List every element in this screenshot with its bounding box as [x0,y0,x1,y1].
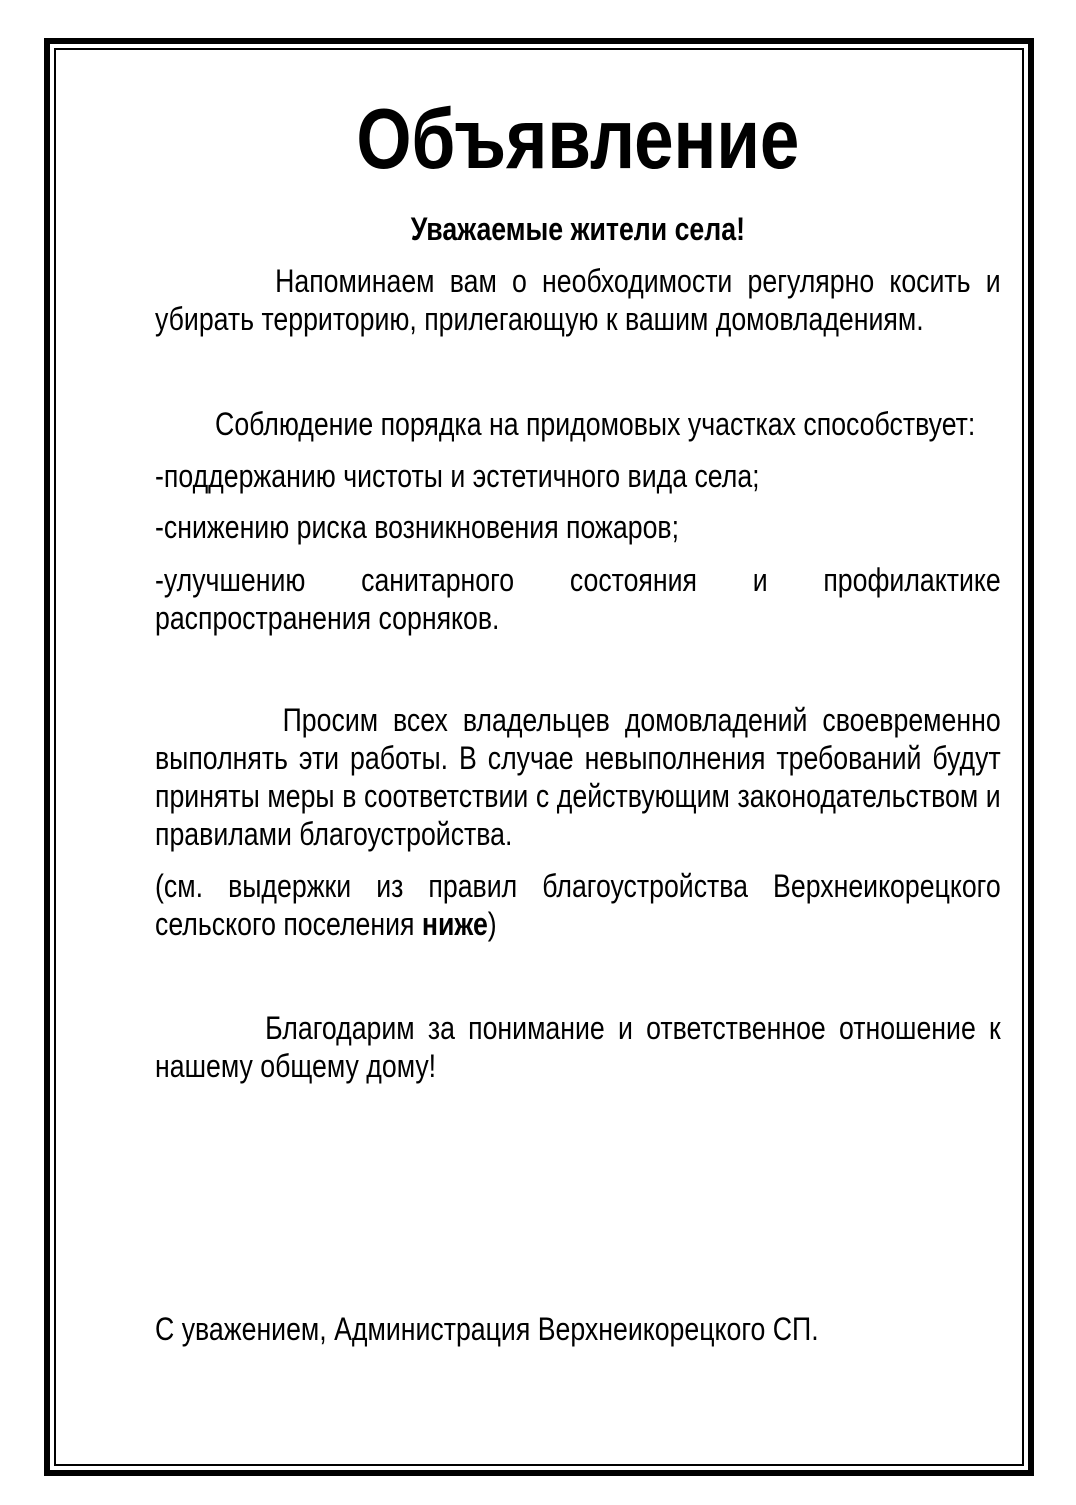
benefits-intro: Соблюдение порядка на придомовых участках способствует: [215,406,976,442]
greeting: Уважаемые жители села! [410,211,745,247]
thanks-paragraph: Благодарим за понимание и ответственное отношение к нашему общему дому! [155,1010,1001,1084]
request-paragraph: Просим всех владельцев домовладений своевременно выполнять эти работы. В случае невыполнения требований будут приняты меры в соответствии с действующим законодательством и правилами благоустройства. [155,702,1001,852]
rules-reference [155,867,1001,943]
announcement-content [155,0,1001,1505]
rules-reference-emphasis: ниже [421,906,488,942]
rules-reference-text: (см. выдержки из правил благоустройства Верхнеикорецкого сельского поселения [155,868,1001,942]
benefit-item: -поддержанию чистоты и эстетичного вида села; [155,458,760,494]
reminder-paragraph: Напоминаем вам о необходимости регулярно косить и убирать территорию, прилегающую к вашим домовладениям. [155,263,1001,337]
rules-reference-closing: ) [487,906,497,942]
benefit-item: -снижению риска возникновения пожаров; [155,509,680,545]
announcement-title: Объявление [356,92,800,187]
benefit-item: -улучшению санитарного состояния и профилактике распространения сорняков. [155,562,1001,636]
signature: С уважением, Администрация Верхнеикорецкого СП. [155,1311,819,1347]
